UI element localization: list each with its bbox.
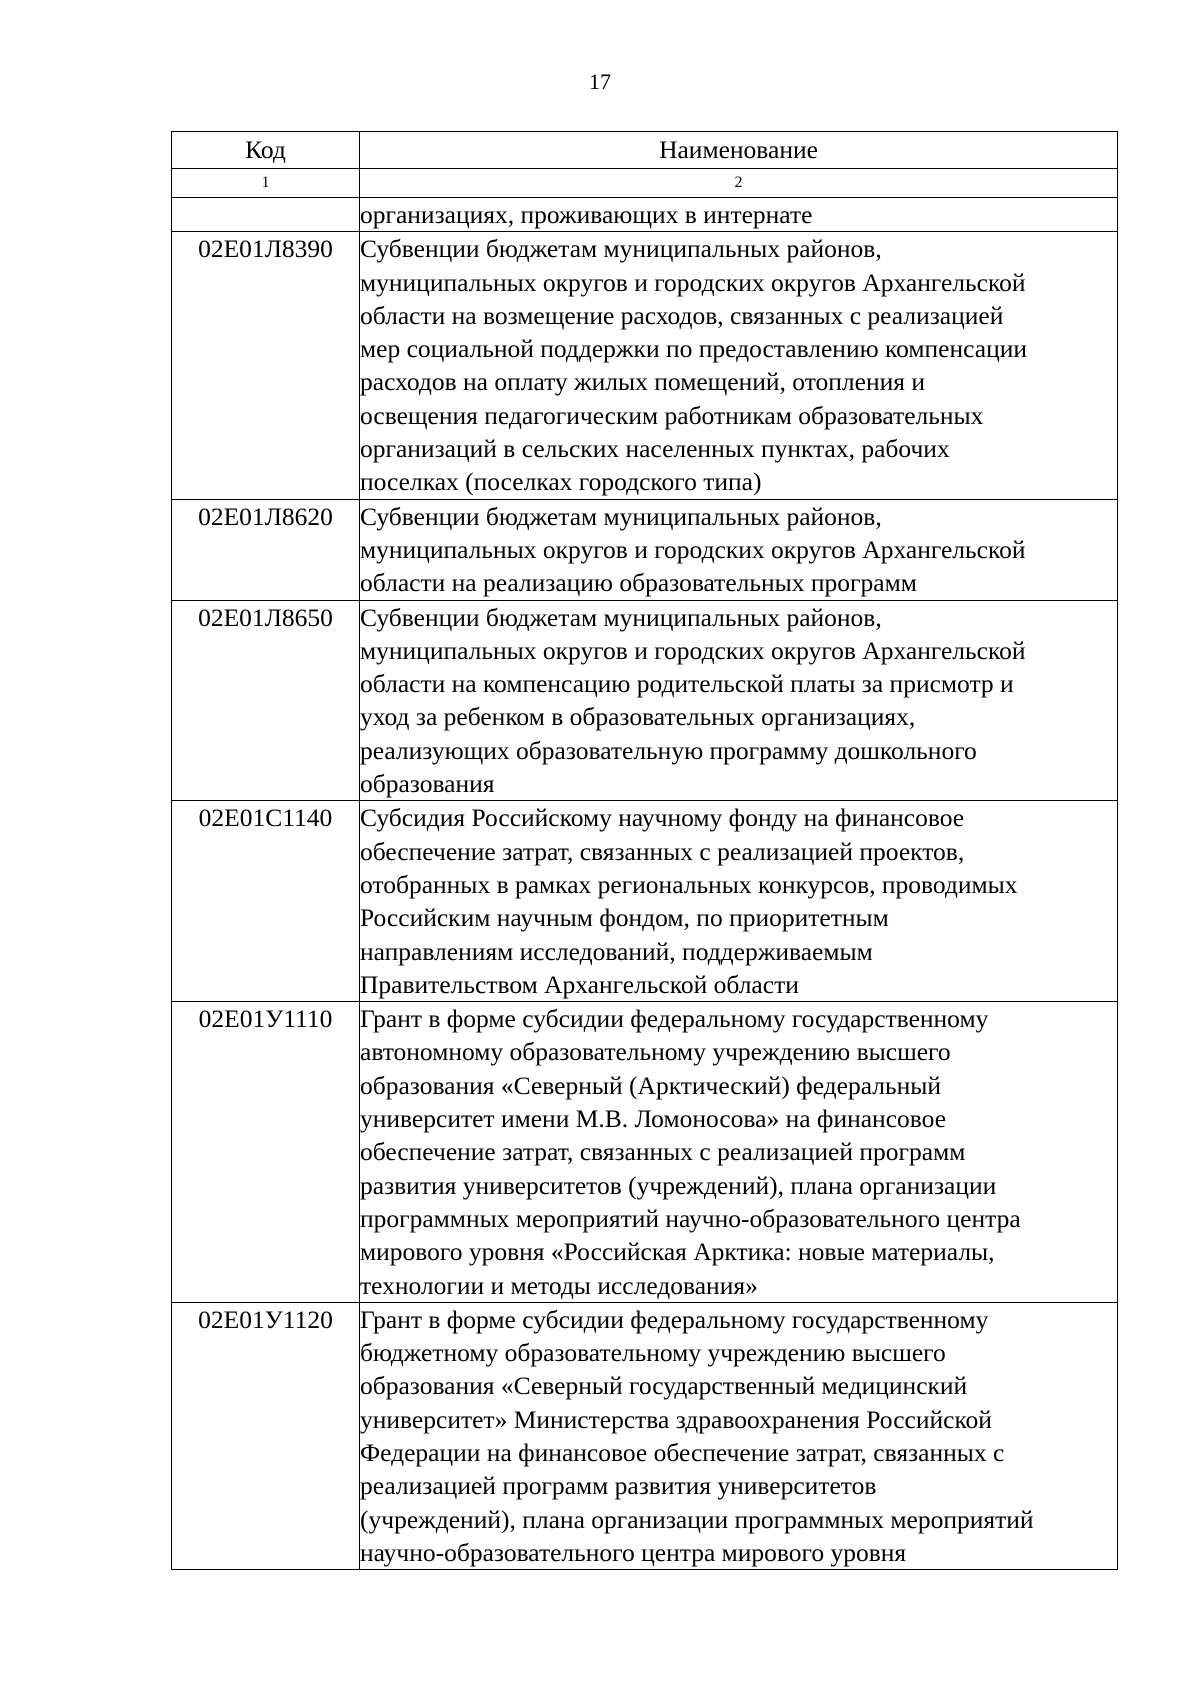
name-text-line: обеспечение затрат, связанных с реализацией программ — [360, 1137, 966, 1167]
name-text-line: организаций в сельских населенных пунктах, рабочих — [360, 434, 950, 464]
name-text-line: Субвенции бюджетам муниципальных районов, — [360, 501, 882, 531]
name-text-line: Грант в форме субсидии федеральному государственному — [360, 1304, 989, 1334]
code-cell: 02Е01У1120 — [172, 1302, 360, 1569]
name-text-line: области на реализацию образовательных программ — [360, 568, 917, 598]
name-text-line: муниципальных округов и городских округов Архангельской — [360, 635, 1026, 665]
table-row — [172, 499, 1118, 600]
name-text-line: обеспечение затрат, связанных с реализацией проектов, — [360, 836, 965, 866]
name-text-line: поселках (поселках городского типа) — [360, 467, 762, 497]
name-text-line: программных мероприятий научно-образовательного центра — [360, 1203, 1021, 1233]
code-cell: 02Е01Л8390 — [172, 232, 360, 499]
name-text-line: расходов на оплату жилых помещений, отопления и — [360, 367, 925, 397]
header-code: Код — [172, 132, 360, 169]
name-text-line: направлениям исследований, поддерживаемым — [360, 936, 873, 966]
name-text-line: реализацией программ развития университетов — [360, 1471, 877, 1501]
name-text-line: Субвенции бюджетам муниципальных районов, — [360, 234, 882, 264]
name-text-line: университет имени М.В. Ломоносова» на финансовое — [360, 1104, 947, 1134]
name-cell — [360, 801, 1118, 1002]
table-row — [172, 600, 1118, 801]
header-name: Наименование — [360, 132, 1118, 169]
table-row — [172, 198, 1118, 232]
table-row — [172, 232, 1118, 499]
name-text-line: организациях, проживающих в интернате — [360, 200, 813, 229]
name-text-line: (учреждений), плана организации программных мероприятий — [360, 1504, 1034, 1534]
name-cell — [360, 1002, 1118, 1303]
column-number-name: 2 — [360, 169, 1118, 198]
name-text-line: развития университетов (учреждений), плана организации — [360, 1170, 997, 1200]
name-text-line: образования «Северный (Арктический) федеральный — [360, 1070, 942, 1100]
name-text-line: автономному образовательному учреждению высшего — [360, 1037, 951, 1067]
name-text-line: образования — [360, 769, 495, 799]
table-row — [172, 1002, 1118, 1303]
name-text-line: Федерации на финансовое обеспечение затрат, связанных с — [360, 1437, 1005, 1467]
name-text-line: мер социальной поддержки по предоставлению компенсации — [360, 334, 1028, 364]
table-body — [172, 198, 1118, 1570]
table-row — [172, 801, 1118, 1002]
code-cell: 02Е01Л8650 — [172, 600, 360, 801]
code-cell — [172, 198, 360, 232]
name-cell — [360, 198, 1118, 232]
name-text-line: Субвенции бюджетам муниципальных районов, — [360, 602, 882, 632]
name-text-line: университет» Министерства здравоохранения Российской — [360, 1404, 992, 1434]
name-text-line: реализующих образовательную программу дошкольного — [360, 735, 977, 765]
name-text-line: образования «Северный государственный медицинский — [360, 1371, 968, 1401]
name-cell — [360, 600, 1118, 801]
name-text-line: Субсидия Российскому научному фонду на финансовое — [360, 803, 965, 833]
column-number-code: 1 — [172, 169, 360, 198]
column-number-row — [172, 169, 1118, 198]
name-cell — [360, 232, 1118, 499]
name-text-line: Российским научным фондом, по приоритетным — [360, 903, 889, 933]
page-number: 17 — [589, 69, 611, 94]
code-cell: 02Е01Л8620 — [172, 499, 360, 600]
table-row — [172, 1302, 1118, 1569]
name-cell — [360, 1302, 1118, 1569]
name-text-line: области на возмещение расходов, связанных с реализацией — [360, 300, 1004, 330]
header-row — [172, 132, 1118, 169]
name-text-line: Грант в форме субсидии федеральному государственному — [360, 1004, 989, 1034]
name-cell — [360, 499, 1118, 600]
name-text-line: муниципальных округов и городских округов Архангельской — [360, 534, 1026, 564]
name-text-line: освещения педагогическим работникам образовательных — [360, 400, 984, 430]
name-text-line: мирового уровня «Российская Арктика: новые материалы, — [360, 1237, 995, 1267]
name-text-line: Правительством Архангельской области — [360, 969, 799, 999]
name-text-line: научно-образовательного центра мирового уровня — [360, 1537, 907, 1567]
name-text-line: отобранных в рамках региональных конкурсов, проводимых — [360, 869, 1018, 899]
name-text-line: муниципальных округов и городских округов Архангельской — [360, 267, 1026, 297]
code-cell: 02Е01У1110 — [172, 1002, 360, 1303]
code-cell: 02Е01С1140 — [172, 801, 360, 1002]
name-text-line: области на компенсацию родительской платы за присмотр и — [360, 669, 1014, 699]
name-text-line: бюджетному образовательному учреждению высшего — [360, 1338, 946, 1368]
name-text-line: технологии и методы исследования» — [360, 1270, 758, 1300]
budget-classification-table — [171, 131, 1118, 1570]
name-text-line: уход за ребенком в образовательных организациях, — [360, 702, 916, 732]
